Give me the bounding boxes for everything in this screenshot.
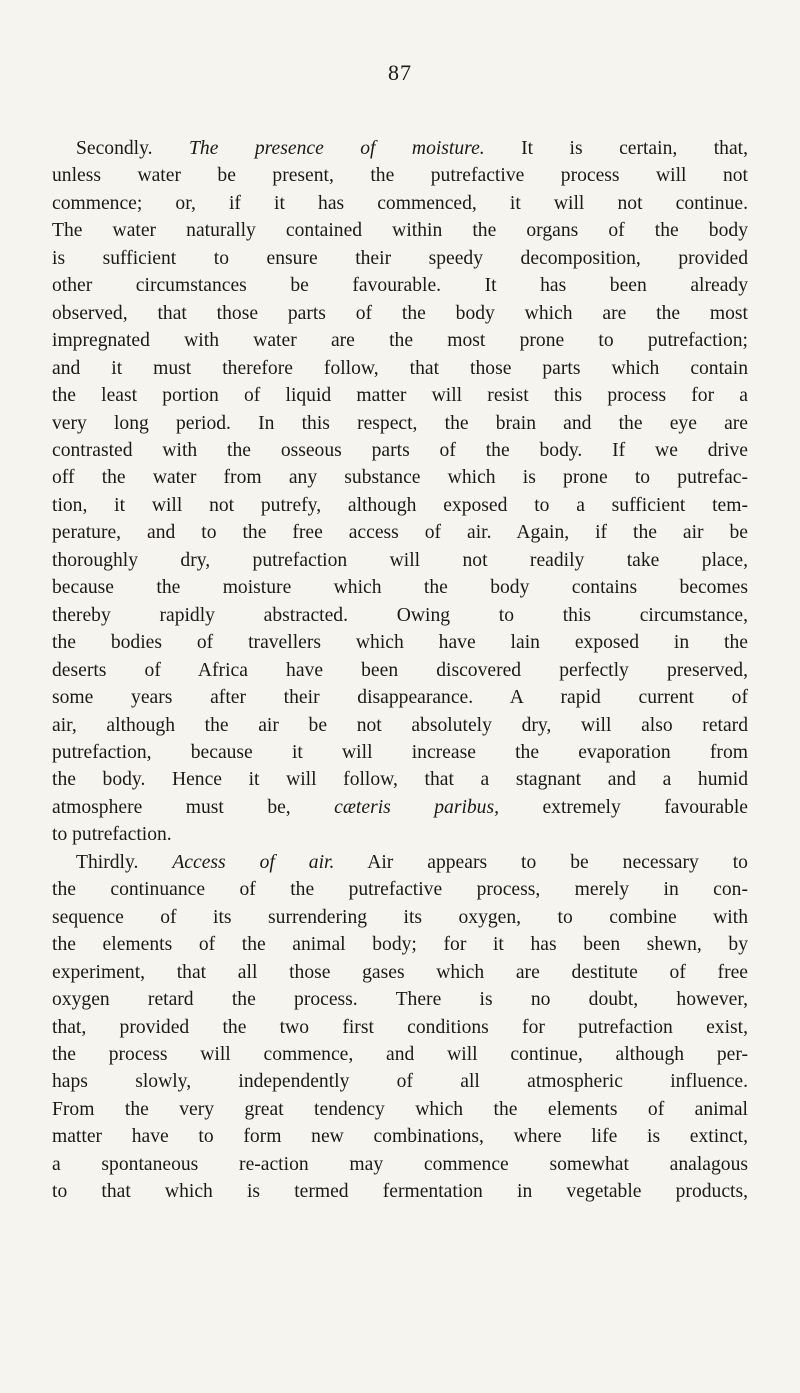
text-line: other circumstances be favourable. It has been already [52, 275, 748, 297]
text-line: thereby rapidly abstracted. Owing to this circumstance, [52, 604, 748, 626]
text-line: thoroughly dry, putrefaction will not readily take place, [52, 549, 748, 571]
text-line: The water naturally contained within the organs of the body [52, 220, 748, 242]
text-line: and it must therefore follow, that those parts which contain [52, 357, 748, 379]
text-line: tion, it will not putrefy, although exposed to a sufficient tem- [52, 494, 748, 516]
text-line: the process will commence, and will continue, although per- [52, 1043, 748, 1065]
text-line: to that which is termed fermentation in vegetable products, [52, 1181, 748, 1203]
text-line: oxygen retard the process. There is no doubt, however, [52, 989, 748, 1011]
text-line: is sufficient to ensure their speedy decomposition, provided [52, 247, 748, 269]
text-line: deserts of Africa have been discovered perfectly preserved, [52, 659, 748, 681]
text-line: because the moisture which the body contains becomes [52, 577, 748, 599]
text-line: atmosphere must be, cæteris paribus, extremely favourable [52, 796, 749, 818]
text-line: From the very great tendency which the elements of animal [52, 1098, 748, 1120]
text-line: perature, and to the free access of air. Again, if the air be [52, 522, 748, 544]
text-line: the continuance of the putrefactive process, merely in con- [52, 879, 748, 901]
text-line: Thirdly. Access of air. Air appears to be necessary to [76, 851, 748, 873]
text-line: matter have to form new combinations, where life is extinct, [52, 1126, 748, 1148]
text-line: commence; or, if it has commenced, it will not continue. [52, 192, 748, 214]
text-line: to putrefaction. [52, 824, 172, 846]
text-line: the least portion of liquid matter will resist this process for a [52, 385, 748, 407]
text-line: that, provided the two first conditions for putrefaction exist, [52, 1016, 748, 1038]
text-line: putrefaction, because it will increase the evaporation from [52, 741, 748, 763]
text-line: very long period. In this respect, the brain and the eye are [52, 412, 748, 434]
text-line: the bodies of travellers which have lain exposed in the [52, 632, 748, 654]
text-line: the elements of the animal body; for it has been shewn, by [52, 934, 748, 956]
text-line: some years after their disappearance. A rapid current of [52, 687, 748, 709]
page-number: 87 [388, 60, 412, 85]
text-line: impregnated with water are the most prone to putrefaction; [52, 330, 748, 352]
text-line: haps slowly, independently of all atmospheric influence. [52, 1071, 748, 1093]
body-text [52, 135, 748, 1206]
text-line: experiment, that all those gases which are destitute of free [52, 961, 748, 983]
text-line: air, although the air be not absolutely dry, will also retard [52, 714, 748, 736]
text-line: sequence of its surrendering its oxygen, to combine with [52, 906, 748, 928]
text-line: Secondly. The presence of moisture. It is certain, that, [76, 138, 749, 159]
text-line: unless water be present, the putrefactive process will not [52, 165, 748, 187]
text-line: a spontaneous re-action may commence somewhat analagous [52, 1153, 748, 1175]
text-line: off the water from any substance which is prone to putrefac- [52, 467, 748, 489]
text-line: contrasted with the osseous parts of the body. If we drive [52, 439, 748, 461]
text-line: the body. Hence it will follow, that a stagnant and a humid [52, 769, 748, 791]
text-line: observed, that those parts of the body which are the most [52, 302, 748, 324]
